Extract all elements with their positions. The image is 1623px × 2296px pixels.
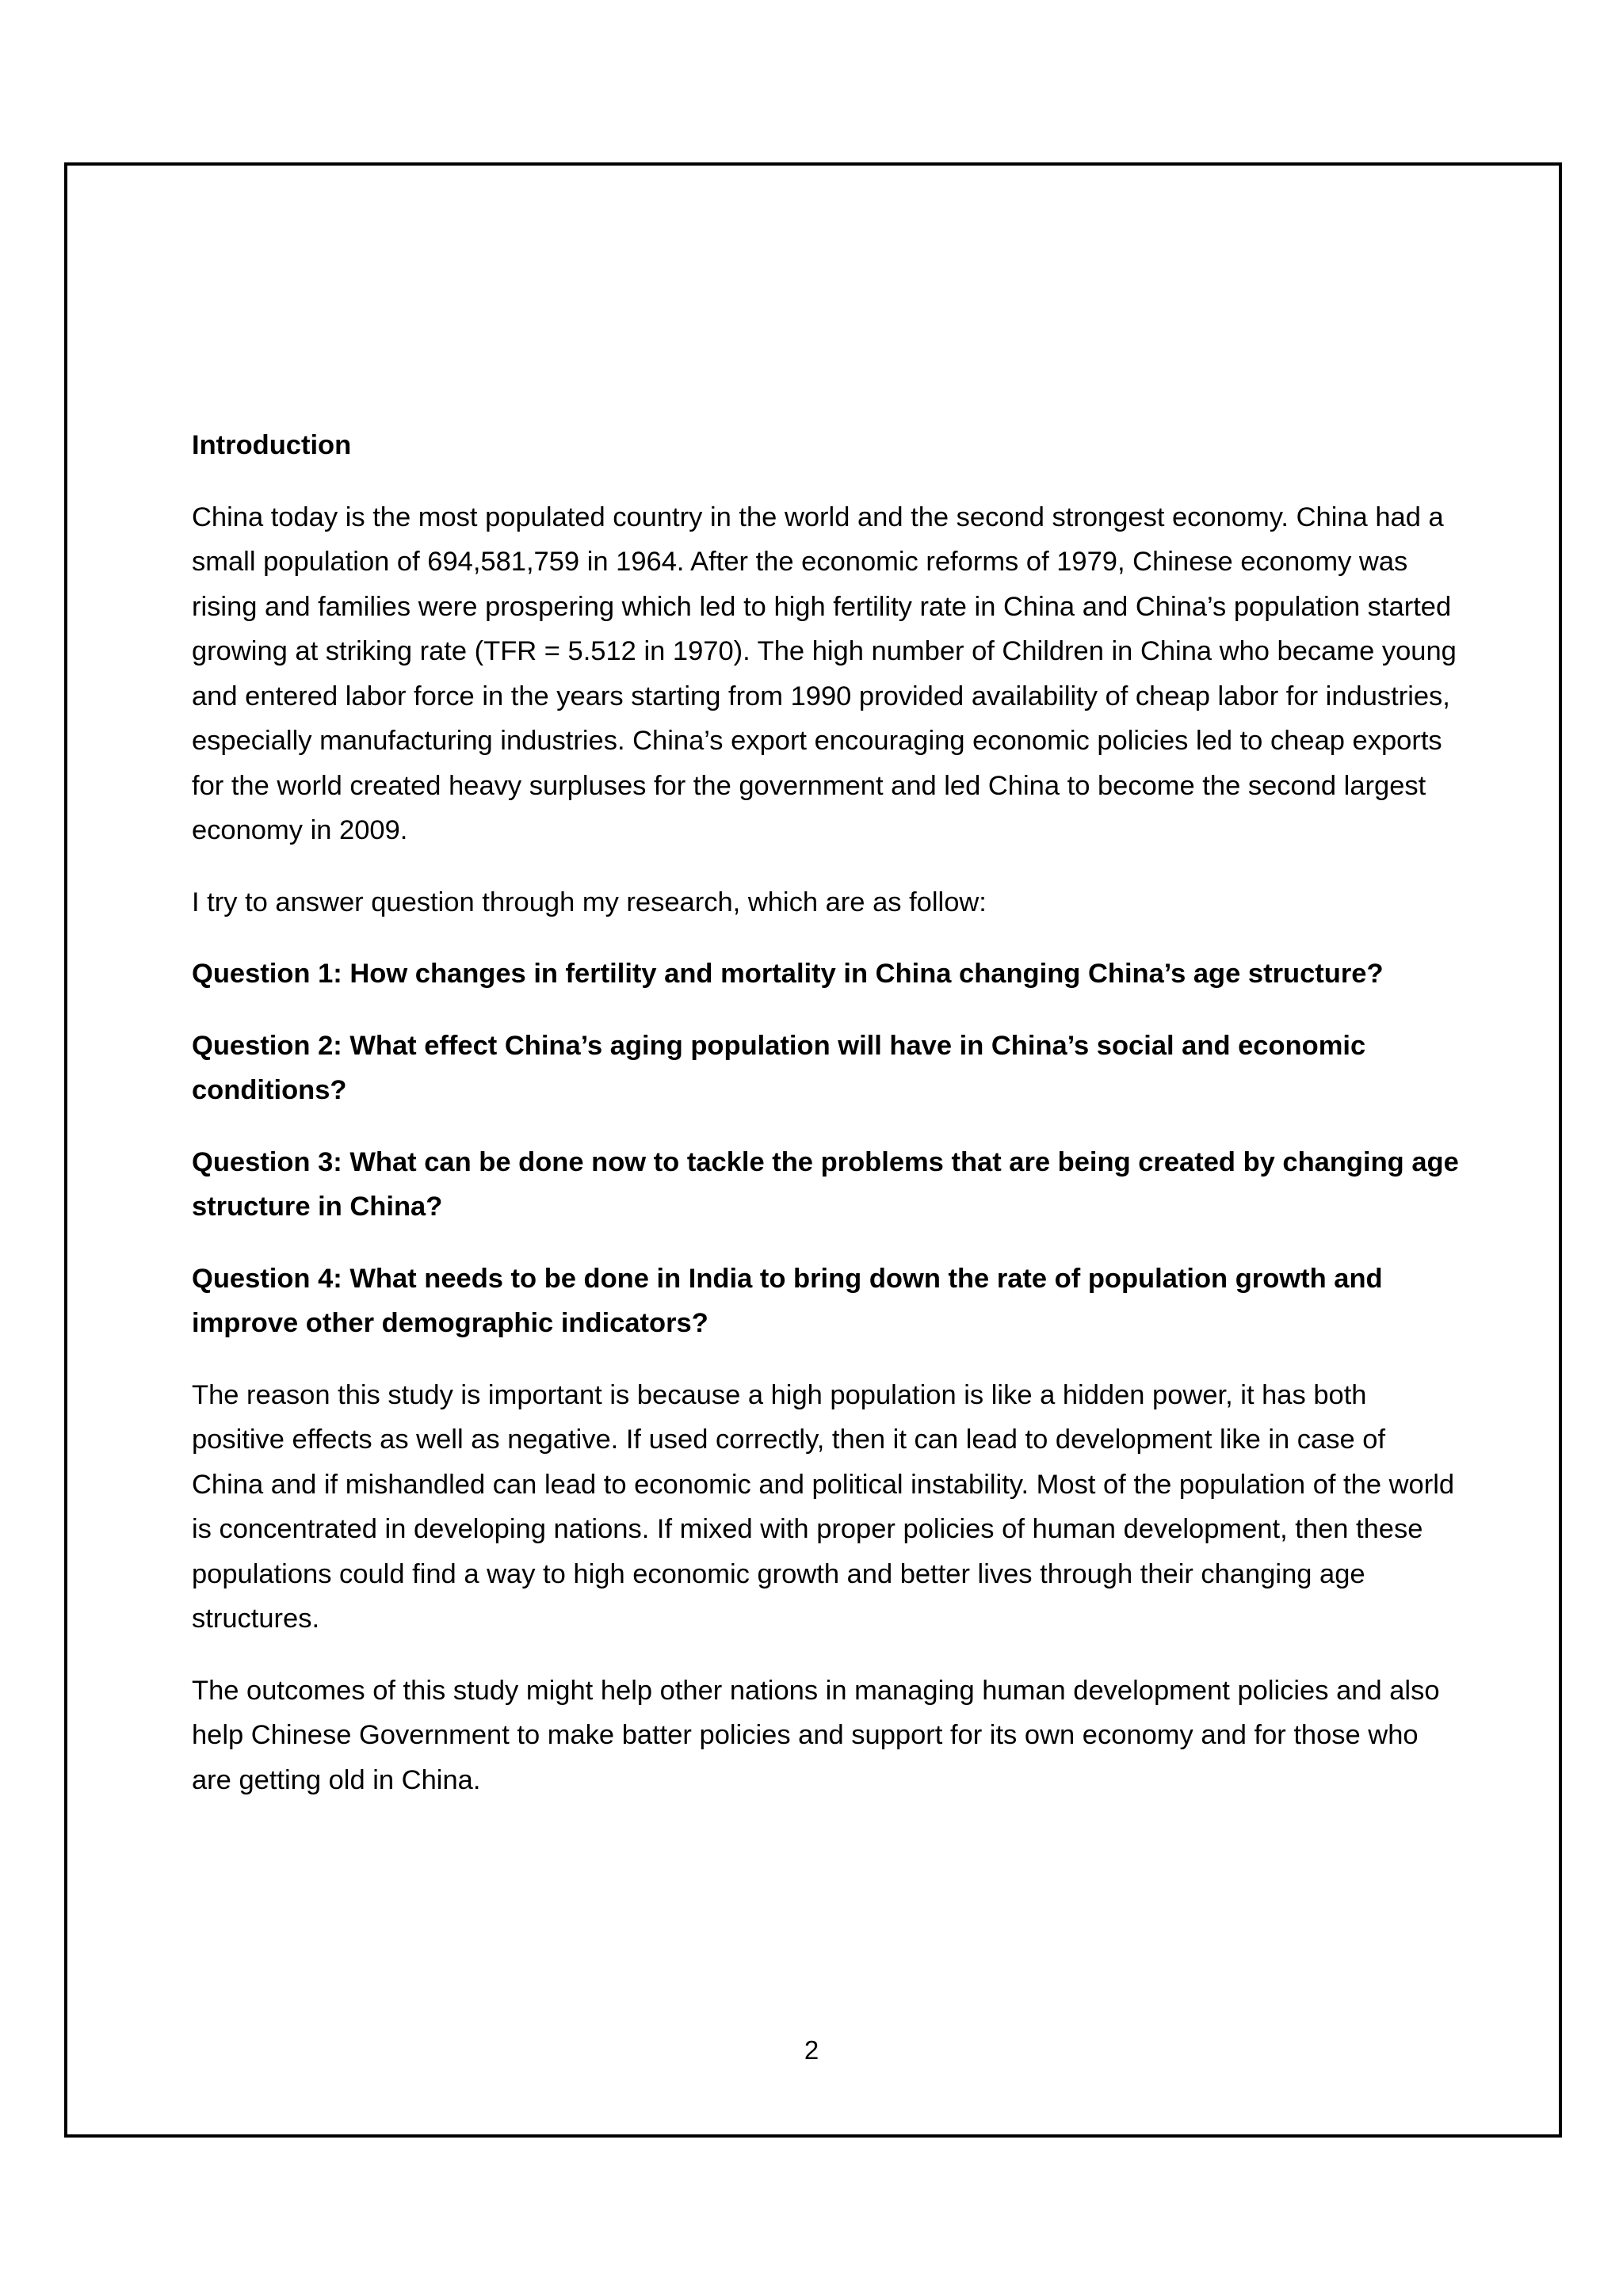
intro-paragraph: China today is the most populated country in the world and the second strongest economy. China had a small population of 694,581,759 in 1964. After the economic reforms of 1979, Chinese economy was rising and families were prospering which led to high fertility rate in China and China’s population started growing at striking rate (TFR = 5.512 in 1970). The high number of Children in China who became young and entered labor force in the years starting from 1990 provided availability of cheap labor for industries, especially manufacturing industries. China’s export encouraging economic policies led to cheap exports for the world created heavy surpluses for the government and led China to become the second largest economy in 2009. (192, 502, 1457, 845)
research-lead-paragraph: I try to answer question through my research, which are as follow: (192, 887, 987, 917)
research-question-2: Question 2: What effect China’s aging population will have in China’s social and economic conditions? (192, 1030, 1366, 1105)
research-question-4: Question 4: What needs to be done in India to bring down the rate of population growth and improve other demographic indicators? (192, 1263, 1383, 1338)
importance-paragraph: The reason this study is important is because a high population is like a hidden power, it has both positive effects as well as negative. If used correctly, then it can lead to development like in case of China and if mishandled can lead to economic and political instability. Most of the population of the world is concentrated in developing nations. If mixed with proper policies of human development, then these populations could find a way to high economic growth and better lives through their changing age structures. (192, 1379, 1455, 1634)
document-body (192, 423, 1460, 1829)
outcomes-paragraph: The outcomes of this study might help other nations in managing human development policies and also help Chinese Government to make batter policies and support for its own economy and for those who are getting old in China. (192, 1675, 1440, 1795)
research-question-3: Question 3: What can be done now to tackle the problems that are being created by changing age structure in China? (192, 1146, 1459, 1222)
page-number: 2 (804, 2035, 819, 2065)
section-heading: Introduction (192, 430, 352, 460)
research-question-1: Question 1: How changes in fertility and mortality in China changing China’s age structure? (192, 959, 1384, 989)
